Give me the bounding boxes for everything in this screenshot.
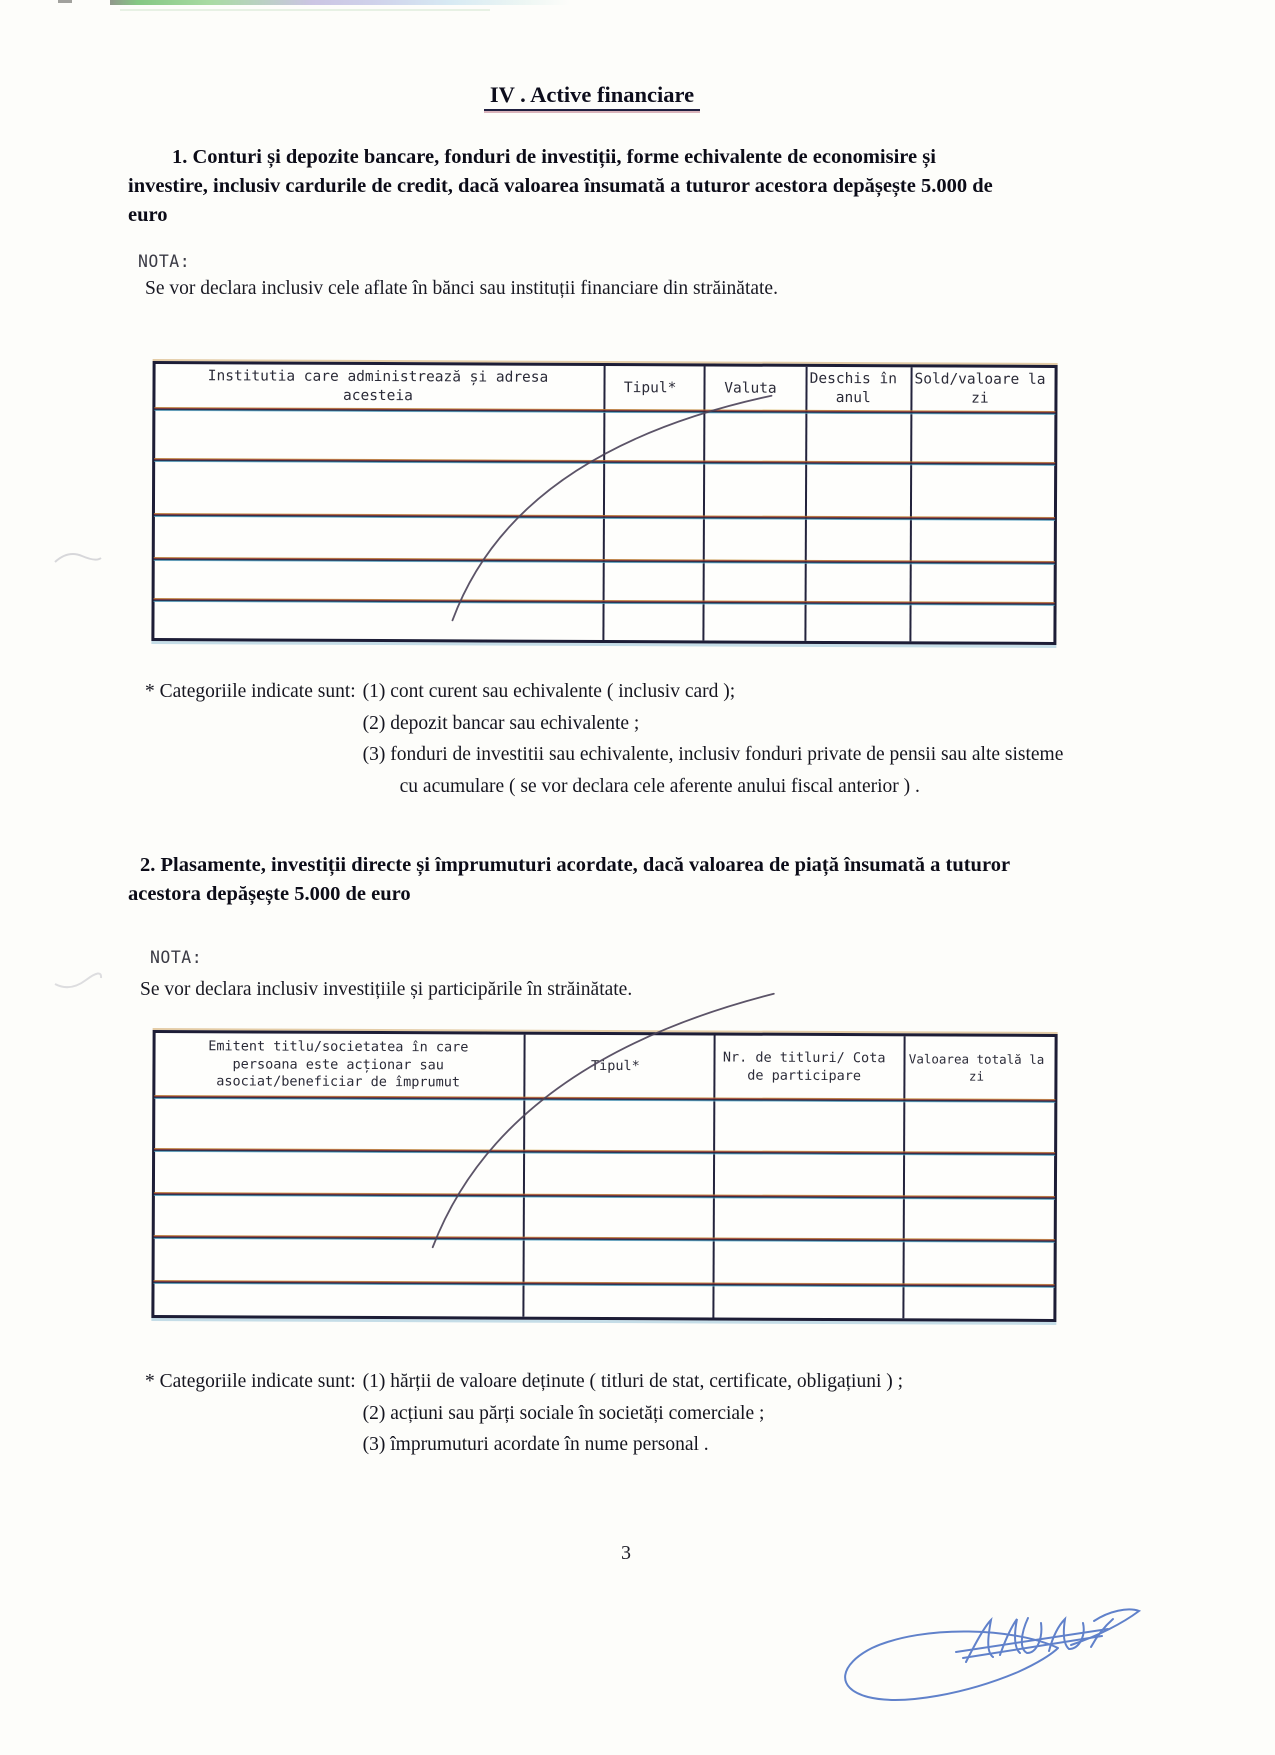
footnote-items (363, 676, 1077, 802)
scan-edge-artifact (58, 0, 72, 3)
table-header-row (155, 1033, 1054, 1100)
column-divider (712, 1035, 715, 1317)
investments-table (151, 1030, 1057, 1322)
col-header-type: Tipul* (590, 1057, 640, 1074)
column-divider (902, 1036, 905, 1318)
row-divider (154, 1192, 1055, 1200)
footnote-intro: * Categoriile indicate sunt: (145, 681, 356, 702)
footnote-item: (1) hărții de valoare deținute ( titluri de stat, certificate, obligațiuni ) ; (362, 1371, 904, 1392)
section2-heading: 2. Plasamente, investiții directe și împrumuturi acordate, dacă valoarea de piață însumată a tuturor acestora depășește 5.000 de euro (128, 854, 1010, 905)
document-title: IV . Active financiare (484, 82, 700, 111)
margin-smudge (52, 546, 104, 572)
footnote-item: (3) împrumuturi acordate în nume personal . (362, 1434, 709, 1455)
column-divider (909, 367, 912, 641)
col-header-shares: Nr. de titluri/ Cota de participare (722, 1049, 886, 1084)
footnote-item: (3) fonduri de investitii sau echivalente, inclusiv fonduri private de pensii sau alte sisteme cu acumulare ( se vor declara cele aferente anului fiscal anterior ) . (362, 744, 1064, 797)
section1-nota-label: NOTA: (138, 252, 191, 271)
scan-edge-artifact-green (110, 0, 570, 5)
col-header-currency: Valuta (724, 380, 777, 397)
footnote-item: (2) acțiuni sau părți sociale în societăți comerciale ; (362, 1402, 765, 1424)
signature (806, 1598, 1146, 1728)
col-header-opened-year: Deschis în anul (809, 371, 898, 407)
column-divider (804, 367, 807, 641)
col-header-issuer: Emitent titlu/societatea în care persoana este acționar sau asociat/beneficiar de împrumut (208, 1038, 469, 1091)
column-divider (522, 1035, 525, 1317)
section2-footnote (145, 1366, 1077, 1461)
footnote-item: (1) cont curent sau echivalente ( inclusiv card ); (362, 681, 736, 702)
footnote-intro: * Categoriile indicate sunt: (145, 1371, 356, 1392)
column-divider (702, 366, 705, 640)
col-header-total-value: Valoarea totală la zi (908, 1051, 1045, 1084)
footnote-item: (2) depozit bancar sau echivalente ; (362, 712, 640, 734)
section2-nota-text: Se vor declara inclusiv investițiile și participările în străinătate. (140, 979, 633, 1000)
page-title-wrap (0, 82, 1184, 108)
section2-nota-label: NOTA: (150, 948, 203, 967)
row-divider (154, 1148, 1055, 1156)
section1-footnote (145, 676, 1077, 802)
page-number: 3 (621, 1542, 631, 1564)
row-divider (154, 1280, 1055, 1288)
bank-accounts-table (151, 361, 1057, 645)
scan-edge-artifact-faint (120, 9, 490, 11)
col-header-institution: Institutia care administrează și adresa acesteia (207, 368, 549, 405)
margin-smudge (52, 970, 104, 996)
column-divider (602, 366, 605, 640)
footnote-items (363, 1366, 1077, 1461)
section1-nota-text: Se vor declara inclusiv cele aflate în bănci sau instituții financiare din străinătate. (145, 278, 778, 299)
section1-heading: 1. Conturi și depozite bancare, fonduri de investiții, forme echivalente de economisire și investire, inclusiv cardurile de credit, dacă valoarea însumată a tuturor acestora depășește 5.000 de euro (128, 146, 993, 226)
col-header-balance: Sold/valoare la zi (914, 371, 1046, 407)
col-header-type: Tipul* (623, 379, 677, 396)
row-divider (154, 1235, 1055, 1243)
